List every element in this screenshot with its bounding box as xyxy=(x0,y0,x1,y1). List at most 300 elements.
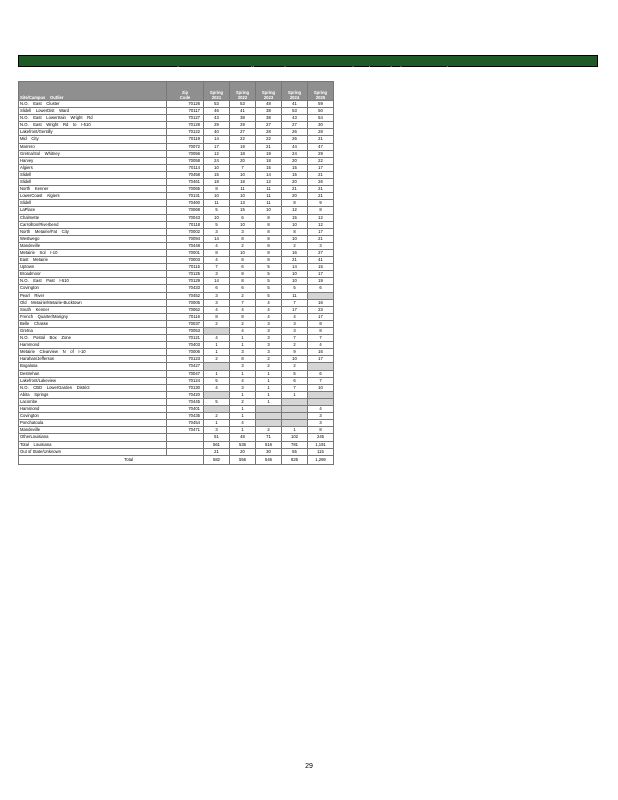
enrollment-value-cell: 47 xyxy=(308,143,334,150)
table-body xyxy=(19,101,334,465)
enrollment-value-cell: 3 xyxy=(204,299,230,306)
enrollment-value-cell: 5 xyxy=(204,398,230,405)
enrollment-value-cell: 8 xyxy=(204,313,230,320)
enrollment-value-cell: 48 xyxy=(256,101,282,108)
enrollment-value-cell: 26 xyxy=(282,136,308,143)
table-row xyxy=(19,122,334,129)
enrollment-value-cell: 3 xyxy=(308,242,334,249)
enrollment-value-cell: 8 xyxy=(256,221,282,228)
enrollment-value-cell: 55 xyxy=(282,448,308,455)
col-header-2024: Spring 2024 xyxy=(282,82,308,101)
total-value-cell: 825 xyxy=(282,455,308,464)
zip-code-cell: 70116 xyxy=(167,313,204,320)
enrollment-value-cell: 43 xyxy=(282,115,308,122)
zip-code-cell: 70433 xyxy=(167,285,204,292)
enrollment-value-cell: 10 xyxy=(230,171,256,178)
col-header-zip: Zip Code xyxy=(167,82,204,101)
table-row xyxy=(19,235,334,242)
zip-code-cell: 70427 xyxy=(167,363,204,370)
enrollment-value-cell: 1 xyxy=(256,391,282,398)
zip-code-cell: 70005 xyxy=(167,299,204,306)
enrollment-value-cell: 8 xyxy=(204,186,230,193)
enrollment-value-cell: 2 xyxy=(282,242,308,249)
enrollment-value-cell: 22 xyxy=(230,136,256,143)
zip-code-cell: 70125 xyxy=(167,271,204,278)
enrollment-value-cell: 15 xyxy=(282,171,308,178)
page-number: 29 xyxy=(305,763,313,770)
zip-code-cell: 70058 xyxy=(167,157,204,164)
enrollment-value-cell: 4 xyxy=(204,384,230,391)
enrollment-value-cell: 50 xyxy=(308,108,334,115)
enrollment-value-cell: 1 xyxy=(204,420,230,427)
enrollment-value-cell: 8 xyxy=(308,320,334,327)
enrollment-value-cell: 5 xyxy=(204,207,230,214)
enrollment-value-cell: 561 xyxy=(204,441,230,448)
site-name-cell: N.O. East Lowertrain Wright Rd xyxy=(19,115,167,122)
zip-code-cell: 70401 xyxy=(167,406,204,413)
enrollment-value-cell: 21 xyxy=(308,136,334,143)
table-row xyxy=(19,257,334,264)
enrollment-value-cell: 16 xyxy=(308,349,334,356)
enrollment-value-cell: 4 xyxy=(230,328,256,335)
enrollment-value-cell: 3 xyxy=(282,328,308,335)
enrollment-value-cell: 16 xyxy=(282,249,308,256)
enrollment-value-cell: 8 xyxy=(230,271,256,278)
enrollment-value-cell: 4 xyxy=(256,313,282,320)
table-row xyxy=(19,228,334,235)
site-name-cell: South Kenner xyxy=(19,306,167,313)
enrollment-value-cell: 8 xyxy=(230,313,256,320)
table-row xyxy=(19,285,334,292)
site-name-cell: Covington xyxy=(19,413,167,420)
site-name-cell: Hammond xyxy=(19,342,167,349)
enrollment-value-cell: 41 xyxy=(308,257,334,264)
site-name-cell: LowerCoast Algiers xyxy=(19,193,167,200)
enrollment-value-cell: 18 xyxy=(256,157,282,164)
enrollment-value-cell: 3 xyxy=(204,292,230,299)
enrollment-value-cell xyxy=(308,398,334,405)
zip-code-cell: 70454 xyxy=(167,420,204,427)
table-row xyxy=(19,342,334,349)
enrollment-value-cell: 38 xyxy=(230,115,256,122)
col-header-2022: Spring 2022 xyxy=(230,82,256,101)
enrollment-value-cell: 2 xyxy=(230,292,256,299)
site-name-cell: Belle Chasse xyxy=(19,320,167,327)
table-row xyxy=(19,171,334,178)
enrollment-value-cell: 27 xyxy=(230,129,256,136)
enrollment-value-cell: 245 xyxy=(308,434,334,441)
enrollment-value-cell: 1 xyxy=(256,377,282,384)
table-row xyxy=(19,242,334,249)
enrollment-value-cell: 10 xyxy=(282,271,308,278)
enrollment-value-cell: 12 xyxy=(256,179,282,186)
enrollment-value-cell: 8 xyxy=(308,207,334,214)
enrollment-value-cell: 4 xyxy=(204,242,230,249)
enrollment-value-cell: 15 xyxy=(282,214,308,221)
site-name-cell: N.O. East Cluster xyxy=(19,101,167,108)
zip-code-cell: 70006 xyxy=(167,349,204,356)
table-row xyxy=(19,292,334,299)
enrollment-value-cell: 4 xyxy=(256,299,282,306)
enrollment-value-cell: 8 xyxy=(308,328,334,335)
enrollment-value-cell xyxy=(204,328,230,335)
enrollment-value-cell: 1 xyxy=(204,349,230,356)
enrollment-value-cell: 30 xyxy=(308,122,334,129)
enrollment-value-cell: 43 xyxy=(204,115,230,122)
enrollment-value-cell: 2 xyxy=(282,342,308,349)
enrollment-value-cell: 26 xyxy=(282,129,308,136)
enrollment-value-cell xyxy=(308,391,334,398)
enrollment-value-cell: 5 xyxy=(204,377,230,384)
enrollment-value-cell: 6 xyxy=(204,285,230,292)
enrollment-value-cell: 2 xyxy=(282,363,308,370)
enrollment-value-cell: 3 xyxy=(230,363,256,370)
zip-code-cell xyxy=(167,441,204,448)
enrollment-value-cell: 15 xyxy=(230,207,256,214)
zip-code-cell: 70420 xyxy=(167,391,204,398)
enrollment-value-cell: 41 xyxy=(230,108,256,115)
enrollment-value-cell: 5 xyxy=(256,278,282,285)
zip-code-cell: 70452 xyxy=(167,292,204,299)
table-row xyxy=(19,179,334,186)
site-name-cell: Mandeville xyxy=(19,427,167,434)
enrollment-value-cell xyxy=(256,406,282,413)
enrollment-value-cell: 4 xyxy=(204,335,230,342)
total-row xyxy=(19,455,334,464)
enrollment-value-cell: 1 xyxy=(230,413,256,420)
enrollment-value-cell: 5 xyxy=(256,264,282,271)
table-row xyxy=(19,384,334,391)
enrollment-value-cell: 6 xyxy=(308,285,334,292)
enrollment-value-cell: 2 xyxy=(256,363,282,370)
table-row xyxy=(19,434,334,441)
site-name-cell: Abita Springs xyxy=(19,391,167,398)
enrollment-value-cell: 7 xyxy=(230,164,256,171)
enrollment-value-cell: 536 xyxy=(230,441,256,448)
enrollment-value-cell: 18 xyxy=(204,179,230,186)
site-name-cell: Bogalusa xyxy=(19,363,167,370)
zip-code-cell: 70131 xyxy=(167,193,204,200)
enrollment-value-cell: 8 xyxy=(282,200,308,207)
site-name-cell: Chalmette xyxy=(19,214,167,221)
enrollment-value-cell: 14 xyxy=(282,264,308,271)
table-row xyxy=(19,193,334,200)
table-header-row xyxy=(19,82,334,101)
table-row xyxy=(19,221,334,228)
enrollment-value-cell: 10 xyxy=(282,356,308,363)
enrollment-value-cell: 1 xyxy=(204,342,230,349)
enrollment-value-cell: 115 xyxy=(308,448,334,455)
table-row xyxy=(19,129,334,136)
enrollment-value-cell xyxy=(256,420,282,427)
zip-code-cell: 70129 xyxy=(167,278,204,285)
zip-code-cell: 70065 xyxy=(167,186,204,193)
enrollment-value-cell: 14 xyxy=(204,278,230,285)
enrollment-value-cell: 21 xyxy=(282,186,308,193)
table-row xyxy=(19,101,334,108)
enrollment-value-cell: 8 xyxy=(256,242,282,249)
enrollment-value-cell xyxy=(204,406,230,413)
zip-code-cell: 70461 xyxy=(167,179,204,186)
enrollment-value-cell: 9 xyxy=(282,349,308,356)
enrollment-value-cell xyxy=(204,391,230,398)
enrollment-value-cell: 8 xyxy=(256,228,282,235)
enrollment-value-cell: 14 xyxy=(256,171,282,178)
enrollment-value-cell: 3 xyxy=(308,413,334,420)
site-name-cell: Slidell xyxy=(19,179,167,186)
enrollment-value-cell: 6 xyxy=(230,285,256,292)
zip-code-cell xyxy=(167,434,204,441)
enrollment-value-cell: 17 xyxy=(308,271,334,278)
zip-code-cell: 70001 xyxy=(167,249,204,256)
enrollment-value-cell: 10 xyxy=(204,193,230,200)
enrollment-value-cell: 4 xyxy=(204,257,230,264)
enrollment-value-cell: 4 xyxy=(230,420,256,427)
zip-code-cell: 70094 xyxy=(167,235,204,242)
enrollment-value-cell: 53 xyxy=(282,108,308,115)
zip-code-cell: 70126 xyxy=(167,101,204,108)
enrollment-value-cell: 20 xyxy=(230,157,256,164)
enrollment-value-cell: 10 xyxy=(308,384,334,391)
enrollment-value-cell: 2 xyxy=(204,413,230,420)
enrollment-value-cell: 13 xyxy=(230,200,256,207)
table-row xyxy=(19,448,334,455)
table-row xyxy=(19,157,334,164)
site-name-cell: Gretna xyxy=(19,328,167,335)
enrollment-value-cell: 21 xyxy=(256,143,282,150)
enrollment-table xyxy=(18,81,334,465)
enrollment-value-cell xyxy=(282,413,308,420)
enrollment-value-cell: 3 xyxy=(256,328,282,335)
enrollment-value-cell: 7 xyxy=(282,299,308,306)
table-row xyxy=(19,413,334,420)
site-name-cell: LaPlace xyxy=(19,207,167,214)
enrollment-value-cell: 44 xyxy=(282,143,308,150)
site-name-cell: Total Louisiana xyxy=(19,441,167,448)
site-name-cell: N.O. East Wright Rd to I-510 xyxy=(19,122,167,129)
enrollment-value-cell: 12 xyxy=(204,150,230,157)
site-name-cell: Pearl River xyxy=(19,292,167,299)
enrollment-value-cell: 1 xyxy=(230,342,256,349)
enrollment-value-cell: 27 xyxy=(282,122,308,129)
enrollment-value-cell: 8 xyxy=(230,257,256,264)
zip-code-cell: 70458 xyxy=(167,171,204,178)
zip-code-cell: 70460 xyxy=(167,200,204,207)
site-name-cell: Harvey xyxy=(19,157,167,164)
enrollment-value-cell: 30 xyxy=(256,448,282,455)
enrollment-value-cell: 12 xyxy=(308,221,334,228)
enrollment-value-cell: 1 xyxy=(256,370,282,377)
site-name-cell: Slidell xyxy=(19,200,167,207)
enrollment-value-cell: 8 xyxy=(256,257,282,264)
enrollment-value-cell: 5 xyxy=(256,271,282,278)
enrollment-value-cell: 5 xyxy=(204,221,230,228)
enrollment-value-cell: 2 xyxy=(256,356,282,363)
site-name-cell: North Metairie/Fat City xyxy=(19,228,167,235)
enrollment-value-cell: 4 xyxy=(308,342,334,349)
enrollment-value-cell: 7 xyxy=(230,299,256,306)
enrollment-value-cell: 14 xyxy=(204,136,230,143)
table-row xyxy=(19,207,334,214)
table-row xyxy=(19,108,334,115)
enrollment-value-cell: 7 xyxy=(204,264,230,271)
enrollment-value-cell xyxy=(282,398,308,405)
enrollment-value-cell: 3 xyxy=(230,228,256,235)
enrollment-value-cell: 11 xyxy=(256,200,282,207)
enrollment-value-cell: 71 xyxy=(256,434,282,441)
zip-code-cell: 70056 xyxy=(167,150,204,157)
enrollment-value-cell: 15 xyxy=(308,264,334,271)
enrollment-value-cell: 2 xyxy=(230,320,256,327)
site-name-cell: Gretna/Sol Whitney xyxy=(19,150,167,157)
table-row xyxy=(19,363,334,370)
enrollment-value-cell: 27 xyxy=(308,249,334,256)
enrollment-value-cell: 29 xyxy=(204,122,230,129)
zip-code-cell: 70124 xyxy=(167,377,204,384)
zip-code-cell: 70118 xyxy=(167,221,204,228)
enrollment-value-cell: 3 xyxy=(256,342,282,349)
enrollment-value-cell: 54 xyxy=(308,115,334,122)
zip-code-cell: 70130 xyxy=(167,384,204,391)
enrollment-value-cell: 2 xyxy=(256,427,282,434)
site-name-cell: Marrero xyxy=(19,143,167,150)
table-row xyxy=(19,320,334,327)
table-row xyxy=(19,335,334,342)
enrollment-value-cell: 3 xyxy=(256,335,282,342)
enrollment-value-cell: 7 xyxy=(282,335,308,342)
enrollment-value-cell: 11 xyxy=(256,186,282,193)
enrollment-value-cell: 15 xyxy=(204,171,230,178)
enrollment-value-cell: 1 xyxy=(230,391,256,398)
enrollment-value-cell: 24 xyxy=(204,157,230,164)
enrollment-value-cell xyxy=(282,406,308,413)
enrollment-value-cell: 2 xyxy=(204,320,230,327)
site-name-cell: Slidell LowerDist Ward xyxy=(19,108,167,115)
site-name-cell: East Metairie xyxy=(19,257,167,264)
enrollment-value-cell: 8 xyxy=(282,228,308,235)
site-name-cell: Destrehan xyxy=(19,370,167,377)
table-row xyxy=(19,186,334,193)
table-row xyxy=(19,299,334,306)
zip-code-cell: 70123 xyxy=(167,356,204,363)
site-name-cell: Broadmoor xyxy=(19,271,167,278)
enrollment-value-cell: 21 xyxy=(308,235,334,242)
total-value-cell: 582 xyxy=(204,455,230,464)
enrollment-value-cell: 51 xyxy=(204,434,230,441)
zip-code-cell xyxy=(167,448,204,455)
enrollment-value-cell: 28 xyxy=(308,129,334,136)
site-name-cell: N.O. CBD LowerGarden District xyxy=(19,384,167,391)
enrollment-value-cell: 19 xyxy=(230,143,256,150)
enrollment-value-cell: 22 xyxy=(308,157,334,164)
table-row xyxy=(19,349,334,356)
site-name-cell: Westwego xyxy=(19,235,167,242)
table-row xyxy=(19,271,334,278)
report-title: Spring Semester Enrollment History 2021-2025 by Zip Code by Campus Site xyxy=(165,67,455,74)
site-name-cell: N.O. East Past I-510 xyxy=(19,278,167,285)
zip-code-cell: 70117 xyxy=(167,108,204,115)
enrollment-value-cell: 781 xyxy=(282,441,308,448)
table-row xyxy=(19,391,334,398)
enrollment-value-cell: 516 xyxy=(256,441,282,448)
table-row xyxy=(19,370,334,377)
zip-code-cell: 70115 xyxy=(167,264,204,271)
enrollment-value-cell: 19 xyxy=(256,150,282,157)
enrollment-value-cell: 21 xyxy=(308,193,334,200)
zip-code-cell: 70043 xyxy=(167,214,204,221)
enrollment-value-cell: 17 xyxy=(282,306,308,313)
zip-code-cell: 70127 xyxy=(167,115,204,122)
enrollment-value-cell: 40 xyxy=(204,129,230,136)
table-row xyxy=(19,214,334,221)
enrollment-value-cell: 53 xyxy=(230,101,256,108)
enrollment-value-cell xyxy=(308,292,334,299)
col-header-2021: Spring 2021 xyxy=(204,82,230,101)
enrollment-value-cell: 11 xyxy=(230,186,256,193)
enrollment-value-cell: 10 xyxy=(230,193,256,200)
col-header-2025: Spring 2025 xyxy=(308,82,334,101)
enrollment-value-cell: 12 xyxy=(308,214,334,221)
enrollment-value-cell: 8 xyxy=(308,427,334,434)
col-header-2023: Spring 2023 xyxy=(256,82,282,101)
table-row xyxy=(19,377,334,384)
enrollment-value-cell: 21 xyxy=(308,171,334,178)
table-row xyxy=(19,150,334,157)
enrollment-value-cell: 8 xyxy=(256,235,282,242)
zip-code-cell: 70114 xyxy=(167,164,204,171)
enrollment-value-cell: 102 xyxy=(282,434,308,441)
zip-code-cell: 70121 xyxy=(167,335,204,342)
enrollment-value-cell: 8 xyxy=(256,214,282,221)
enrollment-value-cell: 8 xyxy=(230,278,256,285)
site-name-cell: Uptown xyxy=(19,264,167,271)
enrollment-value-cell: 4 xyxy=(282,313,308,320)
enrollment-value-cell: 17 xyxy=(308,356,334,363)
enrollment-value-cell: 20 xyxy=(282,157,308,164)
enrollment-value-cell: 2 xyxy=(204,356,230,363)
enrollment-value-cell: 16 xyxy=(308,299,334,306)
table-row xyxy=(19,115,334,122)
zip-code-cell: 70403 xyxy=(167,342,204,349)
enrollment-value-cell: 2 xyxy=(230,242,256,249)
enrollment-value-cell: 10 xyxy=(230,249,256,256)
enrollment-value-cell: 1 xyxy=(230,406,256,413)
enrollment-value-cell: 46 xyxy=(204,108,230,115)
enrollment-value-cell: 5 xyxy=(282,370,308,377)
enrollment-value-cell: 20 xyxy=(282,193,308,200)
zip-code-cell: 70435 xyxy=(167,413,204,420)
enrollment-value-cell: 27 xyxy=(256,122,282,129)
enrollment-value-cell: 26 xyxy=(308,179,334,186)
enrollment-value-cell: 15 xyxy=(282,164,308,171)
enrollment-value-cell: 3 xyxy=(230,384,256,391)
enrollment-value-cell xyxy=(282,420,308,427)
enrollment-value-cell: 28 xyxy=(256,129,282,136)
enrollment-value-cell: 5 xyxy=(256,292,282,299)
enrollment-value-cell: 3 xyxy=(204,228,230,235)
enrollment-value-cell: 3 xyxy=(256,320,282,327)
table-row xyxy=(19,313,334,320)
enrollment-value-cell: 11 xyxy=(204,200,230,207)
enrollment-value-cell: 4 xyxy=(256,306,282,313)
enrollment-value-cell: 18 xyxy=(230,179,256,186)
site-name-cell: Algiers xyxy=(19,164,167,171)
site-name-cell: Old Metairie/Metairie-Bucktown xyxy=(19,299,167,306)
enrollment-value-cell: 2 xyxy=(230,398,256,405)
enrollment-value-cell: 17 xyxy=(308,228,334,235)
table-row xyxy=(19,420,334,427)
enrollment-value-cell: 3 xyxy=(282,320,308,327)
